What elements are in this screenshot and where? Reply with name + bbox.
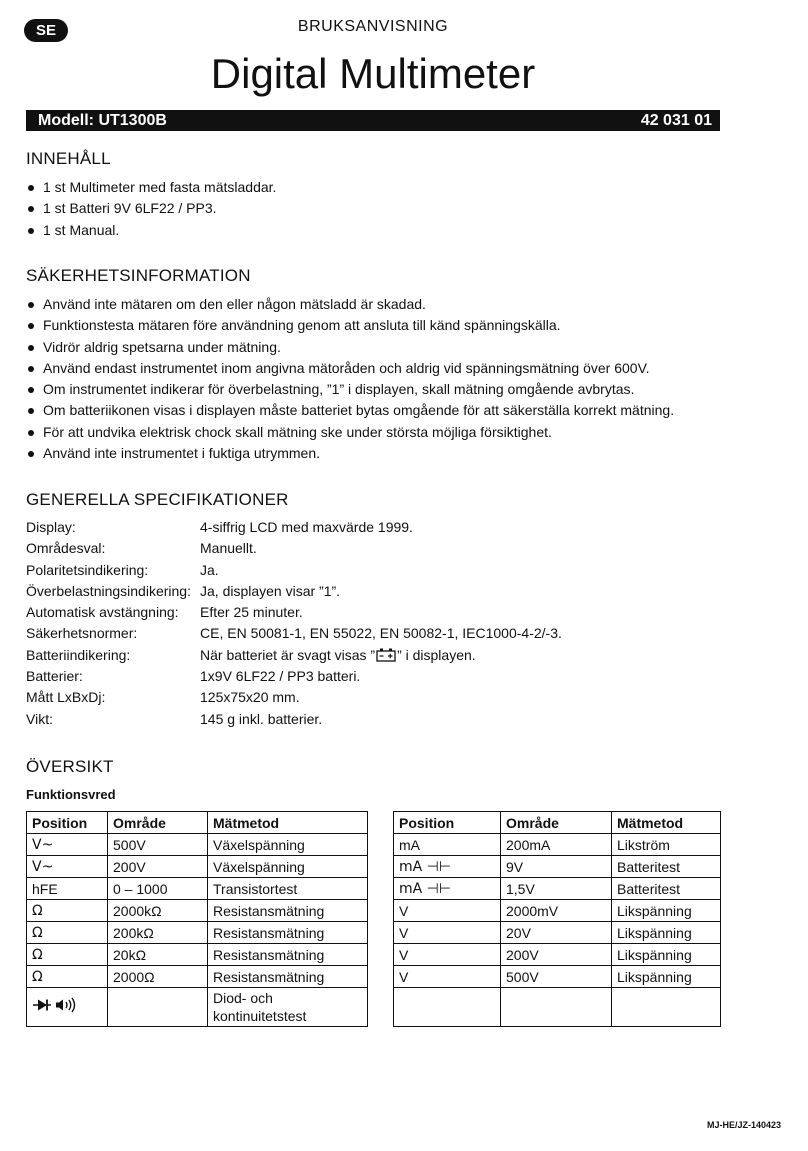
table-cell: 200V bbox=[501, 944, 612, 966]
table-cell bbox=[27, 988, 108, 1027]
safety-heading: SÄKERHETSINFORMATION bbox=[26, 266, 251, 285]
language-badge: SE bbox=[24, 19, 68, 42]
table-row bbox=[27, 900, 368, 922]
table-row bbox=[394, 834, 721, 856]
table-cell: Transistortest bbox=[208, 878, 368, 900]
table-cell: 2000Ω bbox=[108, 966, 208, 988]
list-item: Använd endast instrumentet inom angivna mätoråden och aldrig vid spänningsmätning över 600V. bbox=[26, 358, 674, 379]
table-cell: 2000kΩ bbox=[108, 900, 208, 922]
article-number: 42 031 01 bbox=[640, 112, 712, 129]
table-cell bbox=[394, 988, 501, 1027]
table-row bbox=[394, 922, 721, 944]
function-table-right bbox=[393, 811, 721, 1027]
table-row bbox=[27, 944, 368, 966]
table-cell: Ω bbox=[27, 966, 108, 988]
spec-label: Polaritetsindikering: bbox=[26, 561, 149, 578]
contents-heading: INNEHÅLL bbox=[26, 149, 111, 168]
table-cell: 500V bbox=[108, 834, 208, 856]
spec-value: 4-siffrig LCD med maxvärde 1999. bbox=[200, 519, 413, 535]
table-row bbox=[27, 834, 368, 856]
spec-value: Manuellt. bbox=[200, 540, 257, 557]
spec-value: Ja, displayen visar ”1”. bbox=[200, 582, 341, 599]
table-cell: V~ bbox=[27, 834, 108, 856]
contents-list bbox=[26, 177, 276, 241]
table-cell bbox=[612, 988, 721, 1027]
table-cell: Batteritest bbox=[612, 856, 721, 878]
table-cell: Resistansmätning bbox=[208, 944, 368, 966]
table-row bbox=[27, 988, 368, 1027]
table-cell: Likspänning bbox=[612, 922, 721, 944]
method-line: kontinuitetstest bbox=[213, 1008, 307, 1024]
table-cell: 20kΩ bbox=[108, 944, 208, 966]
table-cell: 500V bbox=[501, 966, 612, 988]
spec-value: 1x9V 6LF22 / PP3 batteri. bbox=[200, 668, 361, 685]
table-cell: Växelspänning bbox=[208, 834, 368, 856]
spec-value: CE, EN 50081-1, EN 55022, EN 50082-1, IEC1000-4-2/-3. bbox=[200, 625, 562, 642]
spec-value bbox=[200, 645, 476, 666]
column-header: Position bbox=[394, 812, 501, 834]
table-row bbox=[394, 944, 721, 966]
table-cell bbox=[208, 988, 368, 1027]
spec-label: Områdesval: bbox=[26, 540, 106, 557]
table-cell: 200V bbox=[108, 856, 208, 878]
table-cell: 200mA bbox=[501, 834, 612, 856]
table-header-row bbox=[394, 812, 721, 834]
safety-list bbox=[26, 294, 674, 464]
table-row bbox=[27, 878, 368, 900]
table-cell: 1,5V bbox=[501, 878, 612, 900]
document-type: BRUKSANVISNING bbox=[297, 18, 449, 35]
list-item: Vidrör aldrig spetsarna under mätning. bbox=[26, 337, 674, 358]
table-cell: mA bbox=[394, 834, 501, 856]
table-cell: 200kΩ bbox=[108, 922, 208, 944]
table-cell: mA ⊣⊢ bbox=[394, 878, 501, 900]
column-header: Område bbox=[501, 812, 612, 834]
column-header: Område bbox=[108, 812, 208, 834]
specs-heading: GENERELLA SPECIFIKATIONER bbox=[26, 490, 289, 509]
table-cell: Ω bbox=[27, 922, 108, 944]
table-cell: Likström bbox=[612, 834, 721, 856]
spec-value: 145 g inkl. batterier. bbox=[200, 710, 323, 727]
model-bar bbox=[26, 110, 720, 131]
diode-continuity-icon bbox=[32, 997, 78, 1013]
table-cell: 9V bbox=[501, 856, 612, 878]
spec-value: 125x75x20 mm. bbox=[200, 689, 300, 706]
document-code: MJ-HE/JZ-140423 bbox=[706, 1120, 781, 1130]
column-header: Mätmetod bbox=[208, 812, 368, 834]
method-line: Diod- och bbox=[213, 990, 273, 1006]
page-title: Digital Multimeter bbox=[210, 50, 536, 97]
model-name: Modell: UT1300B bbox=[38, 112, 167, 129]
table-row bbox=[27, 966, 368, 988]
table-cell: Likspänning bbox=[612, 966, 721, 988]
spec-value: Ja. bbox=[200, 561, 219, 578]
table-cell: hFE bbox=[27, 878, 108, 900]
table-row bbox=[394, 966, 721, 988]
spec-label: Vikt: bbox=[26, 710, 53, 727]
table-row bbox=[394, 988, 721, 1027]
table-cell: V bbox=[394, 900, 501, 922]
battery-icon bbox=[376, 648, 396, 662]
spec-label: Mått LxBxDj: bbox=[26, 689, 106, 706]
table-cell bbox=[501, 988, 612, 1027]
overview-subheading: Funktionsvred bbox=[26, 787, 116, 802]
table-header-row bbox=[27, 812, 368, 834]
table-cell: Resistansmätning bbox=[208, 900, 368, 922]
table-row bbox=[27, 922, 368, 944]
table-cell: Växelspänning bbox=[208, 856, 368, 878]
list-item: Om instrumentet indikerar för överbelastning, ”1” i displayen, skall mätning omgående avbrytas. bbox=[26, 379, 674, 400]
list-item: 1 st Multimeter med fasta mätsladdar. bbox=[26, 177, 276, 198]
spec-label: Display: bbox=[26, 519, 76, 535]
table-cell: Resistansmätning bbox=[208, 922, 368, 944]
table-row bbox=[394, 878, 721, 900]
table-cell: 2000mV bbox=[501, 900, 612, 922]
spec-value-post: ” i displayen. bbox=[397, 646, 476, 663]
column-header: Position bbox=[27, 812, 108, 834]
spec-value: Efter 25 minuter. bbox=[200, 604, 303, 621]
spec-value-pre: När batteriet är svagt visas ” bbox=[200, 646, 376, 663]
table-cell: V~ bbox=[27, 856, 108, 878]
table-cell: Resistansmätning bbox=[208, 966, 368, 988]
table-row bbox=[394, 856, 721, 878]
list-item: Använd inte instrumentet i fuktiga utrymmen. bbox=[26, 443, 674, 464]
list-item: Funktionstesta mätaren före användning genom att ansluta till känd spänningskälla. bbox=[26, 315, 674, 336]
list-item: Använd inte mätaren om den eller någon mätsladd är skadad. bbox=[26, 294, 674, 315]
list-item: Om batteriikonen visas i displayen måste batteriet bytas omgående för att säkerställa korrekt mätning. bbox=[26, 400, 674, 421]
list-item: 1 st Batteri 9V 6LF22 / PP3. bbox=[26, 198, 276, 219]
spec-label: Överbelastningsindikering: bbox=[26, 582, 191, 599]
spec-label: Batterier: bbox=[26, 668, 83, 685]
spec-label: Automatisk avstängning: bbox=[26, 604, 179, 621]
table-cell: Likspänning bbox=[612, 944, 721, 966]
table-cell: V bbox=[394, 922, 501, 944]
table-cell: 20V bbox=[501, 922, 612, 944]
table-cell: V bbox=[394, 966, 501, 988]
table-cell: Batteritest bbox=[612, 878, 721, 900]
table-row bbox=[27, 856, 368, 878]
table-row bbox=[394, 900, 721, 922]
table-cell: V bbox=[394, 944, 501, 966]
list-item: 1 st Manual. bbox=[26, 220, 276, 241]
function-table-left bbox=[26, 811, 368, 1027]
column-header: Mätmetod bbox=[612, 812, 721, 834]
overview-heading: ÖVERSIKT bbox=[26, 757, 114, 776]
table-cell: 0 – 1000 bbox=[108, 878, 208, 900]
table-cell: Ω bbox=[27, 900, 108, 922]
table-cell: Likspänning bbox=[612, 900, 721, 922]
table-cell: mA ⊣⊢ bbox=[394, 856, 501, 878]
list-item: För att undvika elektrisk chock skall mätning ske under största möjliga försiktighet. bbox=[26, 422, 674, 443]
table-cell: Ω bbox=[27, 944, 108, 966]
table-cell bbox=[108, 988, 208, 1027]
spec-label: Batteriindikering: bbox=[26, 646, 131, 663]
spec-label: Säkerhetsnormer: bbox=[26, 625, 138, 642]
